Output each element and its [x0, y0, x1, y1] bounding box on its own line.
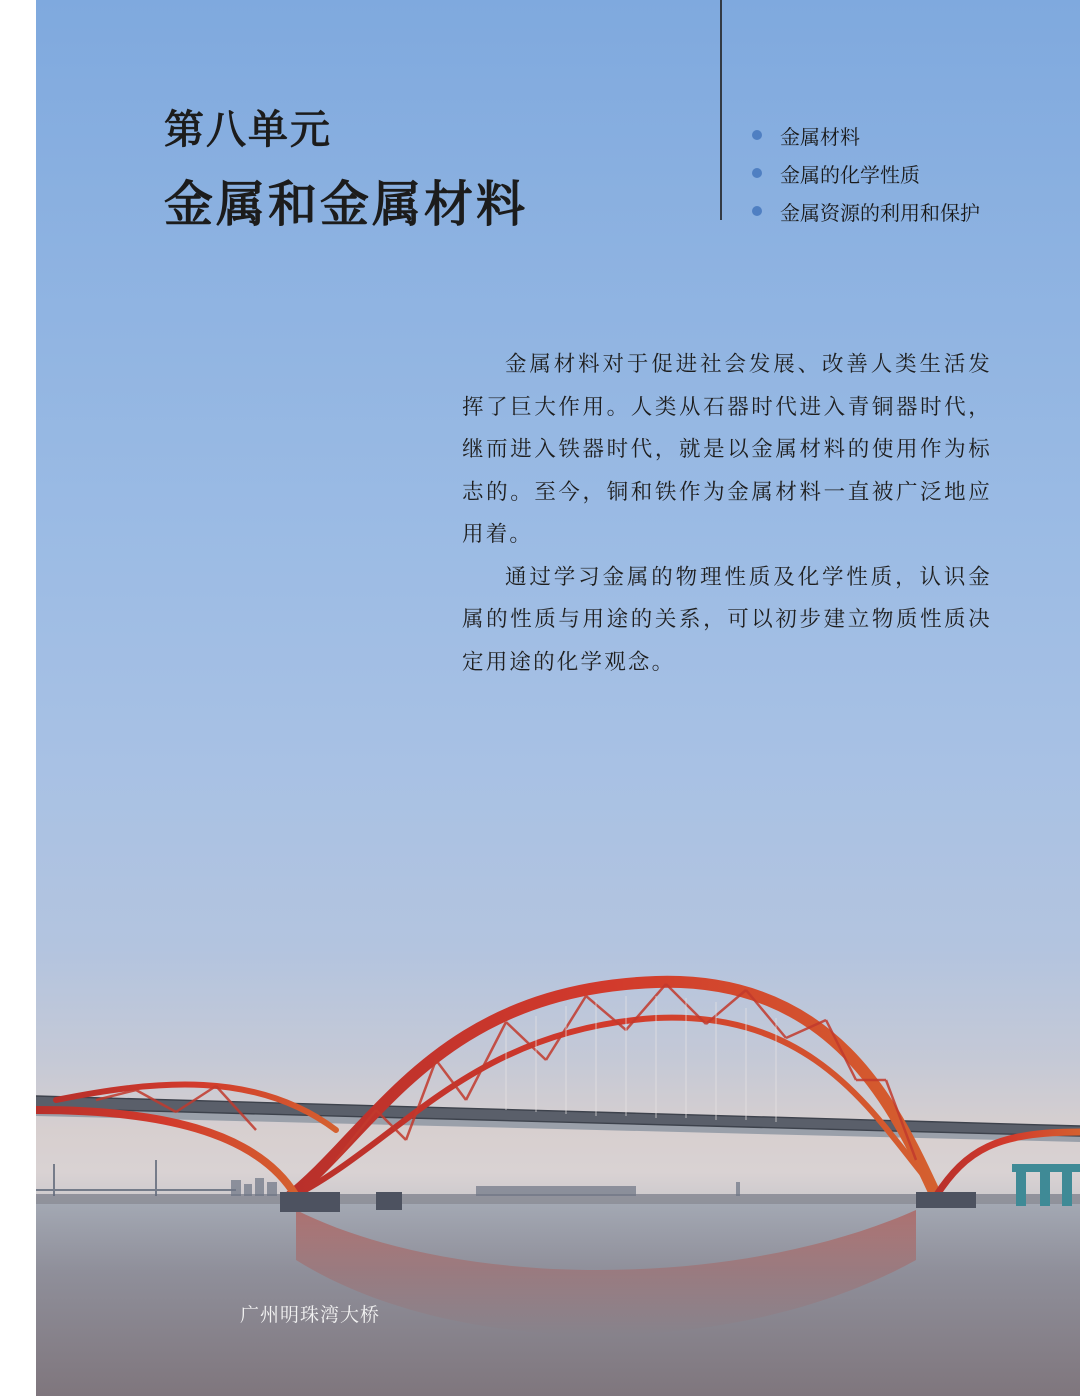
chapter-cover: [36, 0, 1080, 1396]
bridge-deck: [36, 1096, 1080, 1142]
distant-bridge: [36, 1160, 236, 1196]
bullet-dot-icon: [752, 168, 762, 178]
topic-item: [752, 116, 980, 154]
header-divider: [720, 0, 722, 220]
bullet-dot-icon: [752, 206, 762, 216]
intro-paragraph: 通过学习金属的物理性质及化学性质，认识金属的性质与用途的关系，可以初步建立物质性质决定用途的化学观念。: [462, 564, 992, 675]
topic-list: [752, 116, 980, 230]
topic-label: 金属资源的利用和保护: [780, 200, 980, 225]
intro-paragraph: 金属材料对于促进社会发展、改善人类生活发挥了巨大作用。人类从石器时代进入青铜器时代，继而进入铁器时代，就是以金属材料的使用作为标志的。至今，铜和铁作为金属材料一直被广泛地应用着。: [462, 352, 992, 547]
unit-title: 金属和金属材料: [164, 175, 529, 233]
topic-item: [752, 192, 980, 230]
bullet-dot-icon: [752, 130, 762, 140]
photo-caption: 广州明珠湾大桥: [240, 1304, 381, 1326]
topic-label: 金属的化学性质: [780, 162, 920, 187]
bridge-photo: [36, 960, 1080, 1396]
topic-label: 金属材料: [780, 124, 860, 149]
bridge-arch: [36, 982, 1080, 1200]
unit-label: 第八单元: [164, 106, 332, 153]
intro-text: [462, 344, 992, 684]
topic-item: [752, 154, 980, 192]
approach-piers: [1012, 1164, 1080, 1206]
